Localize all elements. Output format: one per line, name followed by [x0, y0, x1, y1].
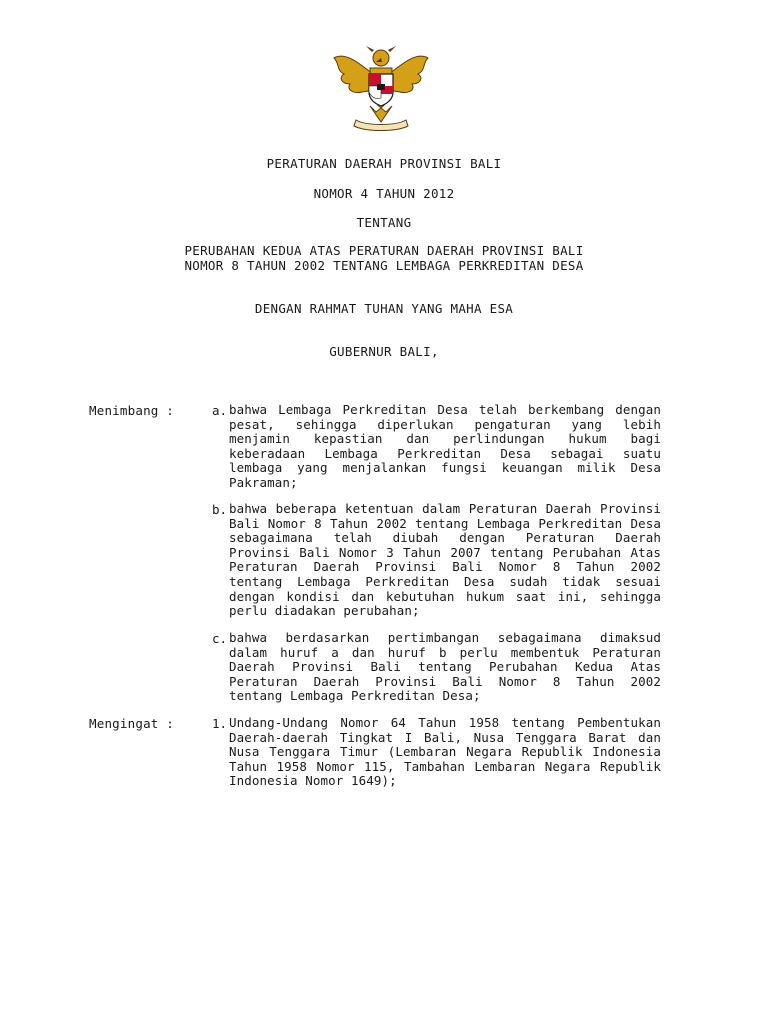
- menimbang-item-c-text: bahwa berdasarkan pertimbangan sebagaimana dimaksud dalam huruf a dan huruf b perlu membentuk Peraturan Daerah Provinsi Bali tentang Perubahan Kedua Atas Peraturan Daerah Provinsi Bali Nomor 8 Tahun 2002 tentang Lembaga Perkreditan Desa;: [229, 630, 661, 704]
- mengingat-item-1-marker: 1.: [212, 716, 228, 731]
- regulation-about: TENTANG: [356, 215, 412, 230]
- blessing-line: DENGAN RAHMAT TUHAN YANG MAHA ESA: [254, 301, 514, 316]
- regulation-subject-line-1: PERUBAHAN KEDUA ATAS PERATURAN DAERAH PROVINSI BALI: [184, 243, 584, 258]
- menimbang-item-a-text: bahwa Lembaga Perkreditan Desa telah berkembang dengan pesat, sehingga diperlukan pengaturan yang lebih menjamin kepastian dan perlindungan hukum bagi keberadaan Lembaga Perkreditan Desa sebagai suatu lembaga yang menjalankan fungsi keuangan milik Desa Pakraman;: [229, 402, 661, 490]
- menimbang-item-b-marker: b.: [212, 502, 228, 517]
- garuda-emblem-icon: [326, 40, 436, 132]
- menimbang-item-c-marker: c.: [212, 631, 228, 646]
- regulation-number: NOMOR 4 TAHUN 2012: [313, 186, 455, 201]
- menimbang-item-b-text: bahwa beberapa ketentuan dalam Peraturan Daerah Provinsi Bali Nomor 8 Tahun 2002 tentang Lembaga Perkreditan Desa sebagaimana telah diubah dengan Peraturan Daerah Provinsi Bali Nomor 3 Tahun 2007 tentang Perubahan Atas Peraturan Daerah Provinsi Bali Nomor 8 Tahun 2002 tentang Lembaga Perkreditan Desa sudah tidak sesuai dengan kondisi dan kebutuhan hukum saat ini, sehingga perlu diadakan perubahan;: [229, 501, 661, 619]
- menimbang-label: Menimbang :: [89, 403, 174, 418]
- governor-line: GUBERNUR BALI,: [329, 344, 439, 359]
- menimbang-item-a-marker: a.: [212, 403, 228, 418]
- regulation-title: PERATURAN DAERAH PROVINSI BALI: [266, 156, 502, 171]
- mengingat-item-1-text: Undang-Undang Nomor 64 Tahun 1958 tentang Pembentukan Daerah-daerah Tingkat I Bali, Nusa Tenggara Barat dan Nusa Tenggara Timur (Lembaran Negara Republik Indonesia Tahun 1958 Nomor 115, Tambahan Lembaran Negara Republik Indonesia Nomor 1649);: [229, 715, 661, 789]
- regulation-subject-line-2: NOMOR 8 TAHUN 2002 TENTANG LEMBAGA PERKREDITAN DESA: [184, 258, 584, 273]
- mengingat-label: Mengingat :: [89, 716, 174, 731]
